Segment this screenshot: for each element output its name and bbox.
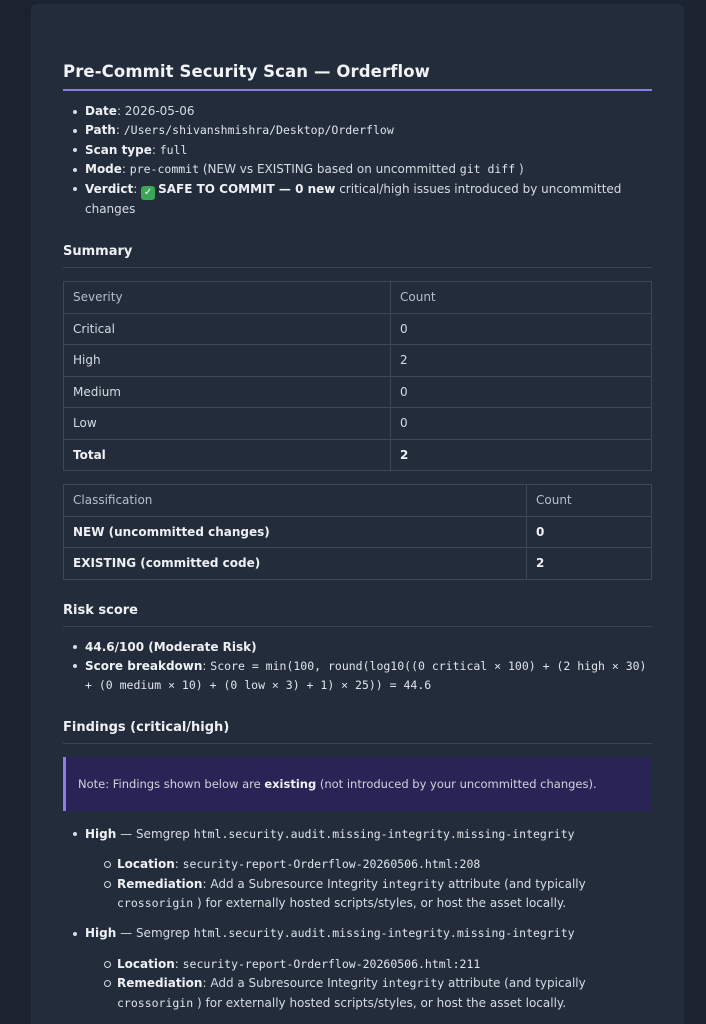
severity-label: Low [64, 408, 391, 440]
finding-location: Location: security-report-Orderflow-20260506.html:208 [103, 855, 652, 874]
scan-type-value: full [159, 142, 188, 157]
verdict-label: Verdict [85, 181, 134, 196]
severity-count: 0 [391, 313, 652, 345]
remediation-code: integrity [381, 976, 445, 991]
date-value: 2026-05-06 [124, 104, 195, 118]
check-mark-icon: ✓ [141, 186, 155, 200]
remediation-text: Add a Subresource Integrity [210, 976, 379, 991]
location-value: security-report-Orderflow-20260506.html:208 [182, 857, 481, 872]
risk-score [71, 638, 652, 657]
risk-score-value: 44.6/100 (Moderate Risk) [85, 639, 257, 654]
mode-git-diff-code: git diff [459, 162, 516, 177]
findings-heading: Findings (critical/high) [63, 720, 652, 744]
location-label: Location [117, 956, 175, 971]
finding-remediation: Remediation: Add a Subresource Integrity integrity attribute (and typically crossorigin ) for externally hosted scripts/styles, or host the asset locally. [103, 875, 652, 914]
remediation-label: Remediation [117, 876, 203, 891]
note-prefix: Note: Findings shown below are [78, 776, 261, 791]
severity-label: Medium [64, 376, 391, 408]
severity-table [63, 281, 652, 471]
breakdown-formula: Score = min(100, round(log10((0 critical × 100) + (2 high × 30) + (0 medium × 10) + (0 low × 3) + 1) × 25)) = 44.6 [85, 658, 647, 693]
meta-path: Path: /Users/shivanshmishra/Desktop/Orderflow [71, 121, 652, 140]
finding-item [71, 825, 652, 914]
meta-mode: Mode: pre-commit (NEW vs EXISTING based on uncommitted git diff ) [71, 160, 652, 179]
remediation-text: ) for externally hosted scripts/styles, or host the asset locally. [197, 995, 567, 1010]
mode-label: Mode [85, 162, 122, 177]
finding-item [71, 924, 652, 1013]
remediation-text: ) for externally hosted scripts/styles, or host the asset locally. [197, 895, 567, 910]
table-row [64, 376, 652, 408]
total-row [64, 439, 652, 471]
note-suffix: (not introduced by your uncommitted changes). [319, 776, 597, 791]
remediation-code: integrity [381, 876, 445, 891]
scan-type-label: Scan type [85, 142, 152, 157]
risk-breakdown: Score breakdown: Score = min(100, round(log10((0 critical × 100) + (2 high × 30) + (0 medium × 10) + (0 low × 3) + 1) × 25)) = 44.6 [71, 657, 652, 696]
finding-rule: html.security.audit.missing-integrity.missing-integrity [193, 826, 575, 841]
mode-text-end: ) [518, 162, 524, 177]
finding-details [85, 855, 652, 913]
location-value: security-report-Orderflow-20260506.html:211 [182, 956, 481, 971]
table-row [64, 516, 652, 548]
table-row [64, 313, 652, 345]
finding-details [85, 955, 652, 1013]
remediation-code: crossorigin [117, 895, 194, 910]
verdict-strong: SAFE TO COMMIT — 0 new [158, 181, 336, 196]
page-title: Pre-Commit Security Scan — Orderflow [63, 62, 652, 91]
risk-list [63, 638, 652, 696]
severity-label: High [64, 345, 391, 377]
severity-label: Critical [64, 313, 391, 345]
severity-header: Severity [64, 282, 391, 314]
severity-count: 0 [391, 376, 652, 408]
existing-label: EXISTING (committed code) [64, 548, 527, 580]
classification-header: Classification [64, 485, 527, 517]
count-header: Count [391, 282, 652, 314]
risk-heading: Risk score [63, 603, 652, 627]
total-count: 2 [391, 439, 652, 471]
meta-scan-type: Scan type: full [71, 141, 652, 160]
mode-text: (NEW vs EXISTING based on uncommitted [202, 162, 456, 177]
note-strong: existing [264, 776, 317, 791]
new-count: 0 [527, 516, 652, 548]
severity-count: 0 [391, 408, 652, 440]
remediation-code: crossorigin [117, 995, 194, 1010]
scan-meta-list [63, 102, 652, 219]
meta-verdict: Verdict: ✓ SAFE TO COMMIT — 0 new critical/high issues introduced by uncommitted changes [71, 180, 652, 219]
remediation-text: attribute (and typically [448, 876, 586, 891]
finding-severity: High [85, 926, 117, 941]
meta-date: Date: 2026-05-06 [71, 102, 652, 121]
existing-findings-note [63, 757, 652, 811]
location-label: Location [117, 857, 175, 872]
remediation-text: attribute (and typically [448, 976, 586, 991]
finding-severity: High [85, 826, 117, 841]
severity-count: 2 [391, 345, 652, 377]
mode-code: pre-commit [129, 162, 200, 177]
report-panel [31, 4, 684, 1024]
date-label: Date [85, 104, 117, 118]
findings-list [63, 825, 652, 1013]
classification-table [63, 484, 652, 580]
table-row [64, 345, 652, 377]
classification-count-header: Count [527, 485, 652, 517]
existing-count: 2 [527, 548, 652, 580]
summary-heading: Summary [63, 244, 652, 268]
total-label: Total [64, 439, 391, 471]
table-row [64, 548, 652, 580]
finding-tool: — Semgrep [120, 826, 190, 841]
remediation-text: Add a Subresource Integrity [210, 876, 379, 891]
finding-rule: html.security.audit.missing-integrity.missing-integrity [193, 926, 575, 941]
finding-remediation: Remediation: Add a Subresource Integrity integrity attribute (and typically crossorigin ) for externally hosted scripts/styles, or host the asset locally. [103, 974, 652, 1013]
verdict-text: critical/high issues introduced by uncommitted changes [85, 181, 622, 216]
remediation-label: Remediation [117, 976, 203, 991]
finding-location: Location: security-report-Orderflow-20260506.html:211 [103, 955, 652, 974]
table-row [64, 408, 652, 440]
finding-tool: — Semgrep [120, 926, 190, 941]
path-value: /Users/shivanshmishra/Desktop/Orderflow [123, 123, 394, 138]
new-label: NEW (uncommitted changes) [64, 516, 527, 548]
breakdown-label: Score breakdown [85, 658, 203, 673]
path-label: Path [85, 123, 116, 138]
